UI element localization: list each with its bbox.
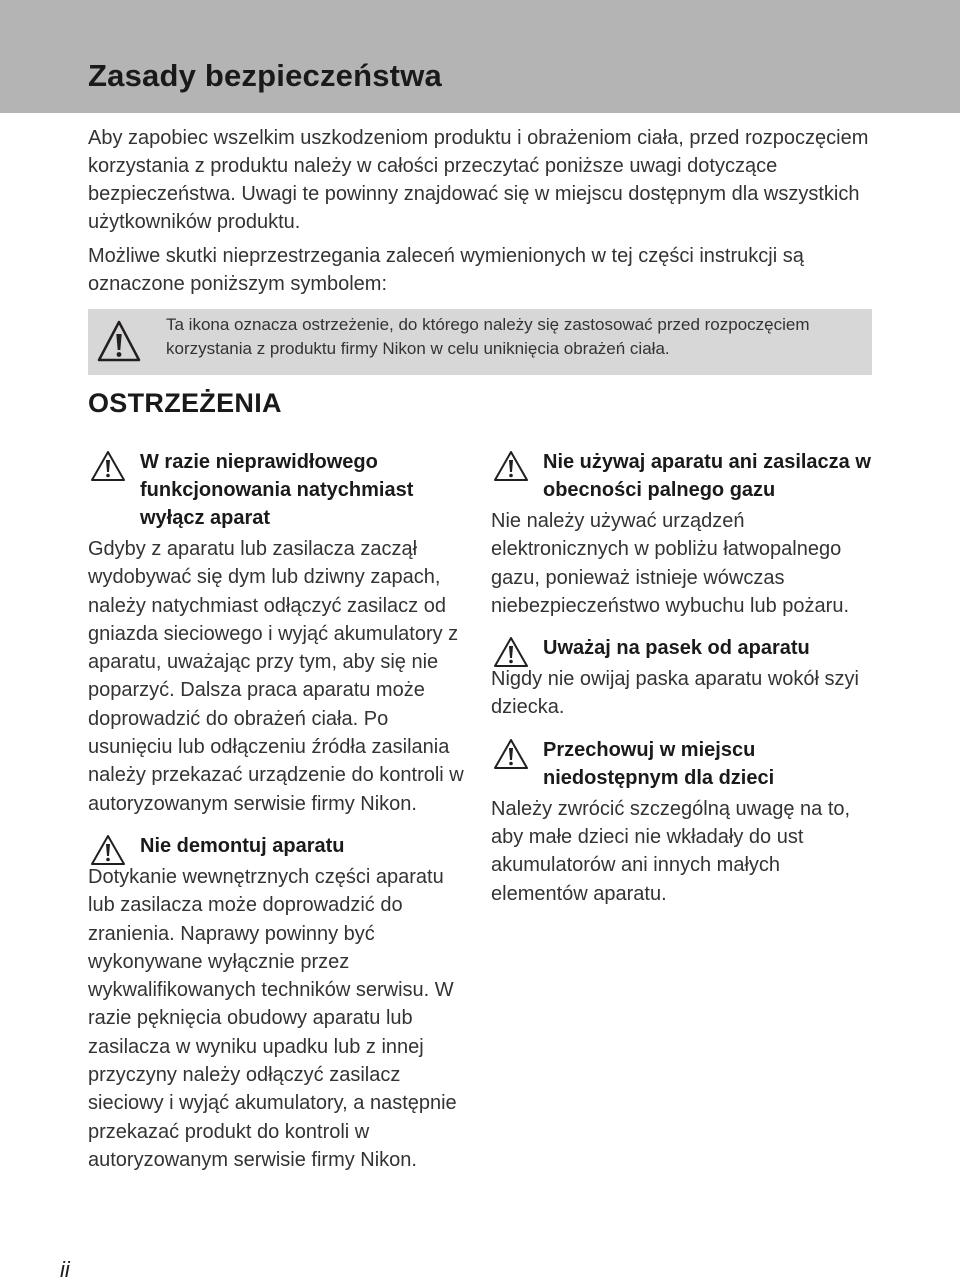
warnings-column-right — [491, 448, 881, 922]
warning-body: Należy zwrócić szczególną uwagę na to, aby małe dzieci nie wkładały do ust akumulatorów ani innych małych elementów aparatu. — [491, 797, 851, 905]
warning-body: Nigdy nie owijaj paska aparatu wokół szyi dziecka. — [491, 668, 859, 719]
warning-item — [491, 448, 881, 620]
warning-item — [491, 634, 881, 722]
page-number: ii — [60, 1257, 70, 1282]
warning-heading: Nie demontuj aparatu — [140, 834, 345, 857]
warning-triangle-icon — [493, 636, 529, 668]
header-band — [0, 0, 960, 113]
warning-heading: W razie nieprawidłowego funkcjonowania natychmiast wyłącz aparat — [140, 451, 414, 529]
warning-triangle-icon — [493, 450, 529, 482]
warning-item — [491, 736, 881, 908]
page-title: Zasady bezpieczeństwa — [88, 58, 442, 93]
warning-triangle-icon — [90, 450, 126, 482]
warning-body: Gdyby z aparatu lub zasilacza zaczął wydobywać się dym lub dziwny zapach, należy natychmiast odłączyć zasilacz od gniazda sieciowego i wyjąć akumulatory z aparatu, uważając przy tym, aby się nie poparzyć. Dalsza praca aparatu może doprowadzić do obrażeń ciała. Po usunięciu lub odłączeniu źródła zasilania należy przekazać urządzenie do kontroli w autoryzowanym serwisie firmy Nikon. — [88, 538, 464, 815]
notice-text: Ta ikona oznacza ostrzeżenie, do którego należy się zastosować przed rozpoczęciem korzystania z produktu firmy Nikon w celu uniknięcia obrażeń ciała. — [166, 315, 810, 358]
warning-item — [88, 448, 473, 818]
warning-triangle-icon — [96, 319, 142, 363]
warning-triangle-icon — [90, 834, 126, 866]
warning-body: Dotykanie wewnętrznych części aparatu lub zasilacza może doprowadzić do zranienia. Naprawy powinny być wykonywane wyłącznie przez wykwalifikowanych techników serwisu. W razie pęknięcia obudowy aparatu lub zasilacza w wyniku upadku lub z innej przyczyny należy odłączyć zasilacz sieciowy i wyjąć akumulatory, a następnie przekazać produkt do kontroli w autoryzowanym serwisie firmy Nikon. — [88, 865, 457, 1171]
section-title: OSTRZEŻENIA — [88, 388, 282, 418]
warning-body: Nie należy używać urządzeń elektronicznych w pobliżu łatwopalnego gazu, ponieważ istnieje wówczas niebezpieczeństwo wybuchu lub pożaru. — [491, 510, 849, 617]
warnings-column-left — [88, 448, 473, 1188]
warning-heading: Uważaj na pasek od aparatu — [543, 637, 810, 660]
symbol-explanation-paragraph: Możliwe skutki nieprzestrzegania zaleceń wymienionych w tej części instrukcji są oznaczone poniższym symbolem: — [88, 245, 804, 295]
warning-symbol-notice — [88, 309, 872, 375]
intro-paragraph: Aby zapobiec wszelkim uszkodzeniom produktu i obrażeniom ciała, przed rozpoczęciem korzystania z produktu należy w całości przeczytać poniższe uwagi dotyczące bezpieczeństwa. Uwagi te powinny znajdować się w miejscu dostępnym dla wszystkich użytkowników produktu. — [88, 127, 869, 233]
warning-heading: Przechowuj w miejscu niedostępnym dla dzieci — [543, 738, 775, 789]
warning-triangle-icon — [493, 738, 529, 770]
warning-item — [88, 832, 473, 1174]
warning-heading: Nie używaj aparatu ani zasilacza w obecności palnego gazu — [543, 451, 871, 501]
